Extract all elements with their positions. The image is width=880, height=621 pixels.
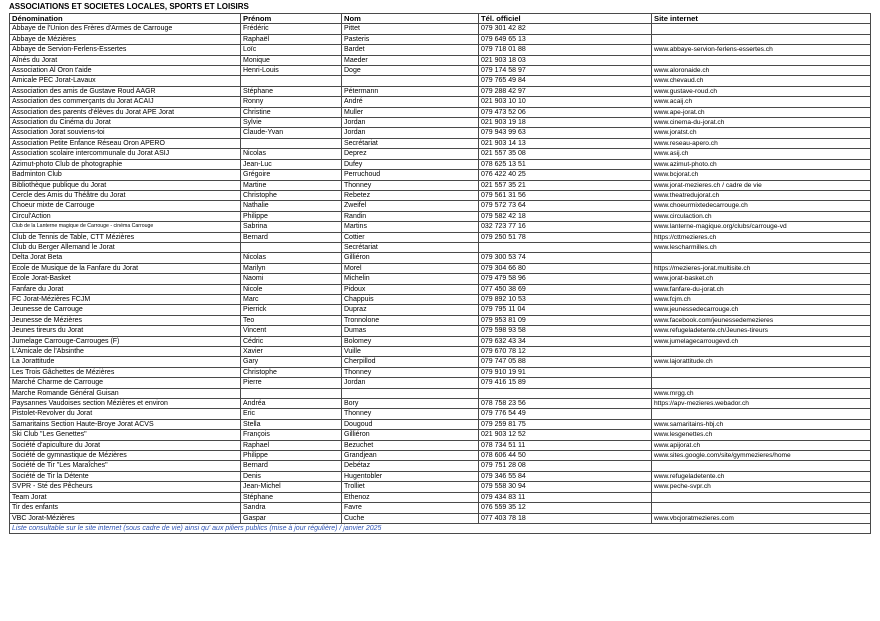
cell-telephone: 077 450 38 69 [479,284,652,294]
cell-nom: Ethenoz [342,492,479,502]
cell-nom: Maeder [342,55,479,65]
cell-site[interactable]: www.abbaye-servion-ferlens-essertes.ch [652,45,871,55]
cell-telephone: 021 903 18 03 [479,55,652,65]
table-row [10,76,871,86]
cell-denomination: Association des parents d'élèves du Jorat APE Jorat [10,107,241,117]
cell-denomination: Aînés du Jorat [10,55,241,65]
cell-telephone: 079 304 66 80 [479,263,652,273]
cell-prenom: Henri-Louis [241,66,342,76]
cell-denomination: Bibliothèque publique du Jorat [10,180,241,190]
table-row [10,97,871,107]
table-row [10,138,871,148]
cell-site[interactable]: www.reseau-apero.ch [652,138,871,148]
cell-prenom [241,388,342,398]
cell-site[interactable]: www.refugeladetente.ch [652,471,871,481]
cell-telephone: 078 606 44 50 [479,451,652,461]
cell-prenom [241,138,342,148]
cell-site[interactable]: www.chevaud.ch [652,76,871,86]
cell-prenom [241,242,342,252]
cell-prenom: Stella [241,419,342,429]
cell-nom: Dumas [342,326,479,336]
cell-denomination: Tir des enfants [10,503,241,513]
cell-prenom: Stéphane [241,492,342,502]
associations-table [9,13,871,534]
cell-nom: Secrétariat [342,242,479,252]
cell-site[interactable]: www.joratst.ch [652,128,871,138]
cell-telephone: 079 751 28 08 [479,461,652,471]
table-row [10,24,871,34]
table-row [10,232,871,242]
cell-denomination: VBC Jorat-Mézières [10,513,241,523]
cell-prenom: Christophe [241,190,342,200]
cell-nom: Pasteris [342,34,479,44]
cell-telephone: 076 559 35 12 [479,503,652,513]
table-row [10,357,871,367]
cell-nom: Perruchoud [342,170,479,180]
table-row [10,180,871,190]
cell-prenom [241,76,342,86]
cell-prenom: Nicolas [241,149,342,159]
cell-prenom: Raphaël [241,34,342,44]
cell-nom: Cottier [342,232,479,242]
cell-site[interactable]: www.samaritains-hbj.ch [652,419,871,429]
cell-site[interactable]: www.acaij.ch [652,97,871,107]
cell-nom: Trolliet [342,482,479,492]
cell-site[interactable]: www.mrgg.ch [652,388,871,398]
cell-site[interactable]: https://apv-mezieres.webador.ch [652,399,871,409]
cell-prenom: Sylvie [241,118,342,128]
cell-telephone [479,388,652,398]
table-row [10,66,871,76]
cell-telephone: 079 582 42 18 [479,211,652,221]
cell-nom: Thonney [342,367,479,377]
column-header-nom: Nom [342,14,479,24]
table-row [10,242,871,252]
cell-site[interactable]: www.vbcjoratmezieres.com [652,513,871,523]
cell-site [652,347,871,357]
cell-nom: Jordan [342,128,479,138]
table-row [10,149,871,159]
cell-nom: Cuche [342,513,479,523]
cell-denomination: Association Petite Enfance Réseau Oron APERO [10,138,241,148]
table-row [10,45,871,55]
table-row [10,34,871,44]
cell-nom: Chappuis [342,294,479,304]
cell-site[interactable]: www.fanfare-du-jorat.ch [652,284,871,294]
cell-site[interactable]: www.apijorat.ch [652,440,871,450]
cell-site[interactable]: www.aloronaide.ch [652,66,871,76]
cell-site [652,24,871,34]
cell-site[interactable]: www.ape-jorat.ch [652,107,871,117]
cell-site [652,34,871,44]
page-title: ASSOCIATIONS ET SOCIETES LOCALES, SPORTS ET LOISIRS [9,2,249,11]
cell-denomination: Ecole Jorat-Basket [10,274,241,284]
cell-prenom: Loïc [241,45,342,55]
table-row [10,263,871,273]
cell-prenom: Eric [241,409,342,419]
table-row [10,315,871,325]
cell-denomination: Jumelage Carrouge-Carrouges (F) [10,336,241,346]
cell-denomination: Jeunesse de Mézières [10,315,241,325]
cell-nom: Rebetez [342,190,479,200]
cell-site[interactable]: www.asij.ch [652,149,871,159]
cell-nom: Bolomey [342,336,479,346]
cell-nom: Morel [342,263,479,273]
cell-telephone: 021 557 35 21 [479,180,652,190]
cell-site[interactable]: www.jorat-basket.ch [652,274,871,284]
cell-site[interactable]: www.theatredujorat.ch [652,190,871,200]
cell-denomination: Association scolaire intercommunale du Jorat ASIJ [10,149,241,159]
cell-prenom: Frédéric [241,24,342,34]
cell-site [652,503,871,513]
cell-nom: Vuille [342,347,479,357]
cell-telephone: 079 718 01 88 [479,45,652,55]
cell-denomination: Association Jorat souviens-toi [10,128,241,138]
cell-site[interactable]: www.peche-svpr.ch [652,482,871,492]
cell-telephone: 079 910 19 91 [479,367,652,377]
cell-denomination: Badminton Club [10,170,241,180]
table-row [10,170,871,180]
cell-nom: Bory [342,399,479,409]
table-row [10,378,871,388]
cell-prenom: Christine [241,107,342,117]
cell-telephone: 079 892 10 53 [479,294,652,304]
cell-site[interactable]: www.gustave-roud.ch [652,86,871,96]
table-row [10,430,871,440]
cell-site[interactable]: www.bcjorat.ch [652,170,871,180]
cell-prenom: Nathalie [241,201,342,211]
cell-telephone: 021 903 19 18 [479,118,652,128]
cell-prenom: Gary [241,357,342,367]
table-row [10,107,871,117]
table-row [10,86,871,96]
cell-telephone: 079 598 93 58 [479,326,652,336]
table-row [10,284,871,294]
cell-prenom: Philippe [241,211,342,221]
table-row [10,305,871,315]
cell-denomination: Delta Jorat Beta [10,253,241,263]
cell-nom: Tronnolone [342,315,479,325]
cell-telephone: 079 943 99 63 [479,128,652,138]
cell-prenom: Sabrina [241,222,342,232]
footnote-row [10,523,871,533]
cell-telephone: 079 649 65 13 [479,34,652,44]
cell-site[interactable]: www.jorat-mezieres.ch / cadre de vie [652,180,871,190]
cell-telephone: 021 903 12 52 [479,430,652,440]
cell-denomination: SVPR - Sté des Pêcheurs [10,482,241,492]
cell-telephone: 079 346 55 84 [479,471,652,481]
cell-telephone: 021 903 14 13 [479,138,652,148]
cell-telephone: 079 747 05 88 [479,357,652,367]
cell-prenom: Nicolas [241,253,342,263]
cell-denomination: Société de Tir "Les Maraîches" [10,461,241,471]
table-row [10,440,871,450]
table-row [10,190,871,200]
cell-site[interactable]: www.lanterne-magique.org/clubs/carrouge-vd [652,222,871,232]
cell-telephone: 079 416 15 89 [479,378,652,388]
cell-nom: André [342,97,479,107]
cell-telephone: 079 776 54 49 [479,409,652,419]
cell-prenom: Claude-Yvan [241,128,342,138]
cell-denomination: L'Amicale de l'Absinthe [10,347,241,357]
cell-denomination: Marché Charme de Carrouge [10,378,241,388]
cell-denomination: Jeunesse de Carrouge [10,305,241,315]
cell-nom: Cherpillod [342,357,479,367]
cell-denomination: Samaritains Section Haute-Broye Jorat ACVS [10,419,241,429]
cell-denomination: Abbaye de Servion-Ferlens-Essertes [10,45,241,55]
cell-site[interactable]: https://mezieres-jorat.multisite.ch [652,263,871,273]
table-row [10,128,871,138]
table-row [10,367,871,377]
cell-site [652,461,871,471]
cell-prenom: Raphael [241,440,342,450]
column-header-denomination: Dénomination [10,14,241,24]
cell-site [652,378,871,388]
cell-denomination: Club de la Lanterne magique de Carrouge - cinéma Carrouge [10,222,241,232]
cell-telephone: 079 795 11 04 [479,305,652,315]
cell-denomination: FC Jorat-Mézières FCJM [10,294,241,304]
cell-nom: Secrétariat [342,138,479,148]
cell-denomination: Société d'apiculture du Jorat [10,440,241,450]
cell-denomination: Fanfare du Jorat [10,284,241,294]
cell-nom: Gilliéron [342,430,479,440]
cell-prenom: Grégoire [241,170,342,180]
cell-denomination: Club de Tennis de Table, CTT Mézières [10,232,241,242]
table-row [10,201,871,211]
table-row [10,419,871,429]
table-row [10,347,871,357]
cell-site [652,492,871,502]
table-row [10,336,871,346]
cell-nom: Thonney [342,180,479,190]
cell-telephone: 079 632 43 34 [479,336,652,346]
cell-telephone: 079 300 53 74 [479,253,652,263]
cell-prenom: Nicole [241,284,342,294]
cell-telephone: 079 250 51 78 [479,232,652,242]
table-row [10,471,871,481]
cell-nom: Dufey [342,159,479,169]
cell-denomination: Club du Berger Allemand le Jorat [10,242,241,252]
cell-prenom: Bernard [241,232,342,242]
table-row [10,492,871,502]
cell-prenom: Cédric [241,336,342,346]
cell-nom: Dougoud [342,419,479,429]
cell-nom: Michelin [342,274,479,284]
cell-telephone: 079 572 73 64 [479,201,652,211]
cell-nom [342,388,479,398]
cell-telephone: 078 734 51 11 [479,440,652,450]
cell-nom: Bardet [342,45,479,55]
cell-nom: Martins [342,222,479,232]
cell-site[interactable]: www.jeunessedecarrouge.ch [652,305,871,315]
cell-denomination: Association des commerçants du Jorat ACAIJ [10,97,241,107]
cell-site[interactable]: www.jumelagecarrougevd.ch [652,336,871,346]
cell-telephone: 079 479 58 96 [479,274,652,284]
cell-prenom: Denis [241,471,342,481]
cell-denomination: Amicale PEC Jorat-Lavaux [10,76,241,86]
cell-nom: Debétaz [342,461,479,471]
cell-denomination: Cercle des Amis du Théâtre du Jorat [10,190,241,200]
cell-denomination: Azimut-photo Club de photographie [10,159,241,169]
table-row [10,388,871,398]
cell-telephone: 032 723 77 16 [479,222,652,232]
table-row [10,274,871,284]
cell-prenom: Teo [241,315,342,325]
cell-prenom: Philippe [241,451,342,461]
table-row [10,55,871,65]
cell-telephone: 079 670 78 12 [479,347,652,357]
cell-prenom: Marc [241,294,342,304]
cell-site [652,367,871,377]
cell-site [652,409,871,419]
table-row [10,461,871,471]
cell-denomination: Jeunes tireurs du Jorat [10,326,241,336]
cell-denomination: Choeur mixte de Carrouge [10,201,241,211]
cell-denomination: Paysannes Vaudoises section Mézières et environ [10,399,241,409]
cell-telephone: 077 403 78 18 [479,513,652,523]
cell-prenom: Jean-Michel [241,482,342,492]
cell-nom: Pétermann [342,86,479,96]
cell-prenom: Naomi [241,274,342,284]
cell-site[interactable]: www.lajorattitude.ch [652,357,871,367]
cell-telephone: 078 758 23 56 [479,399,652,409]
cell-prenom: Martine [241,180,342,190]
table-row [10,513,871,523]
cell-nom: Grandjean [342,451,479,461]
cell-prenom: Vincent [241,326,342,336]
cell-denomination: Ski Club "Les Genettes" [10,430,241,440]
cell-nom: Jordan [342,118,479,128]
cell-telephone: 078 625 13 51 [479,159,652,169]
cell-prenom: Ronny [241,97,342,107]
cell-prenom: Marilyn [241,263,342,273]
table-row [10,451,871,461]
cell-telephone: 079 558 30 94 [479,482,652,492]
cell-telephone: 079 288 42 97 [479,86,652,96]
cell-nom: Gilliéron [342,253,479,263]
cell-denomination: Association du Cinéma du Jorat [10,118,241,128]
column-header-telephone: Tél. officiel [479,14,652,24]
table-row [10,159,871,169]
cell-prenom: Pierrick [241,305,342,315]
cell-site [652,253,871,263]
cell-site[interactable]: www.lesgenettes.ch [652,430,871,440]
cell-denomination: Abbaye de Mézières [10,34,241,44]
cell-nom: Hugentobler [342,471,479,481]
table-header-row [10,14,871,24]
cell-nom: Pidoux [342,284,479,294]
table-row [10,222,871,232]
cell-telephone: 079 174 58 97 [479,66,652,76]
table-row [10,409,871,419]
cell-nom: Jordan [342,378,479,388]
cell-prenom: Xavier [241,347,342,357]
cell-prenom: Gaspar [241,513,342,523]
table-row [10,211,871,221]
cell-site[interactable]: www.choeurmixtedecarrouge.ch [652,201,871,211]
cell-telephone: 079 953 81 09 [479,315,652,325]
cell-denomination: Les Trois Gâchettes de Mézières [10,367,241,377]
cell-site [652,55,871,65]
cell-nom: Favre [342,503,479,513]
cell-denomination: Pistolet-Revolver du Jorat [10,409,241,419]
table-row [10,118,871,128]
cell-site[interactable]: https://cttmezieres.ch [652,232,871,242]
cell-denomination: Circul'Action [10,211,241,221]
cell-telephone: 079 765 49 84 [479,76,652,86]
column-header-prenom: Prénom [241,14,342,24]
cell-prenom: Stéphane [241,86,342,96]
cell-prenom: Andréa [241,399,342,409]
cell-prenom: Monique [241,55,342,65]
cell-site[interactable]: www.refugeladetente.ch/Jeunes-tireurs [652,326,871,336]
cell-prenom: François [241,430,342,440]
cell-denomination: Ecole de Musique de la Fanfare du Jorat [10,263,241,273]
column-header-site: Site internet [652,14,871,24]
cell-nom [342,76,479,86]
cell-nom: Bezuchet [342,440,479,450]
cell-nom: Dupraz [342,305,479,315]
table-row [10,253,871,263]
footnote: Liste consultable sur le site internet (sous cadre de vie) ainsi qu' aux piliers publics (mise à jour régulière) / janvier 2025 [10,523,871,533]
cell-prenom: Sandra [241,503,342,513]
cell-telephone [479,242,652,252]
cell-nom: Muller [342,107,479,117]
cell-telephone: 079 434 83 11 [479,492,652,502]
cell-telephone: 079 473 52 06 [479,107,652,117]
cell-prenom: Christophe [241,367,342,377]
cell-site[interactable]: www.cinema-du-jorat.ch [652,118,871,128]
cell-telephone: 079 301 42 82 [479,24,652,34]
cell-nom: Randin [342,211,479,221]
cell-denomination: Société de Tir la Détente [10,471,241,481]
cell-prenom: Bernard [241,461,342,471]
cell-site[interactable]: www.circulaction.ch [652,211,871,221]
cell-telephone: 079 561 31 56 [479,190,652,200]
table-row [10,503,871,513]
cell-nom: Doge [342,66,479,76]
cell-site[interactable]: www.facebook.com/jeunessedemezieres [652,315,871,325]
cell-telephone: 079 259 81 75 [479,419,652,429]
cell-nom: Pittet [342,24,479,34]
table-row [10,482,871,492]
cell-prenom: Pierre [241,378,342,388]
cell-denomination: Team Jorat [10,492,241,502]
cell-nom: Deprez [342,149,479,159]
cell-prenom: Jean-Luc [241,159,342,169]
table-row [10,326,871,336]
cell-denomination: Association des amis de Gustave Roud AAGR [10,86,241,96]
cell-denomination: La Jorattitude [10,357,241,367]
cell-denomination: Marche Romande Général Guisan [10,388,241,398]
cell-denomination: Abbaye de l'Union des Frères d'Armes de Carrouge [10,24,241,34]
cell-telephone: 021 903 10 10 [479,97,652,107]
table-row [10,294,871,304]
cell-nom: Zweifel [342,201,479,211]
cell-telephone: 021 557 35 08 [479,149,652,159]
cell-denomination: Société de gymnastique de Mézières [10,451,241,461]
table-row [10,399,871,409]
cell-site[interactable]: www.fcjm.ch [652,294,871,304]
cell-site[interactable]: www.sites.google.com/site/gymmezieres/home [652,451,871,461]
cell-site[interactable]: www.lescharmilles.ch [652,242,871,252]
cell-site[interactable]: www.azimut-photo.ch [652,159,871,169]
cell-telephone: 076 422 40 25 [479,170,652,180]
cell-nom: Thonney [342,409,479,419]
cell-denomination: Association Al Oron t'aide [10,66,241,76]
